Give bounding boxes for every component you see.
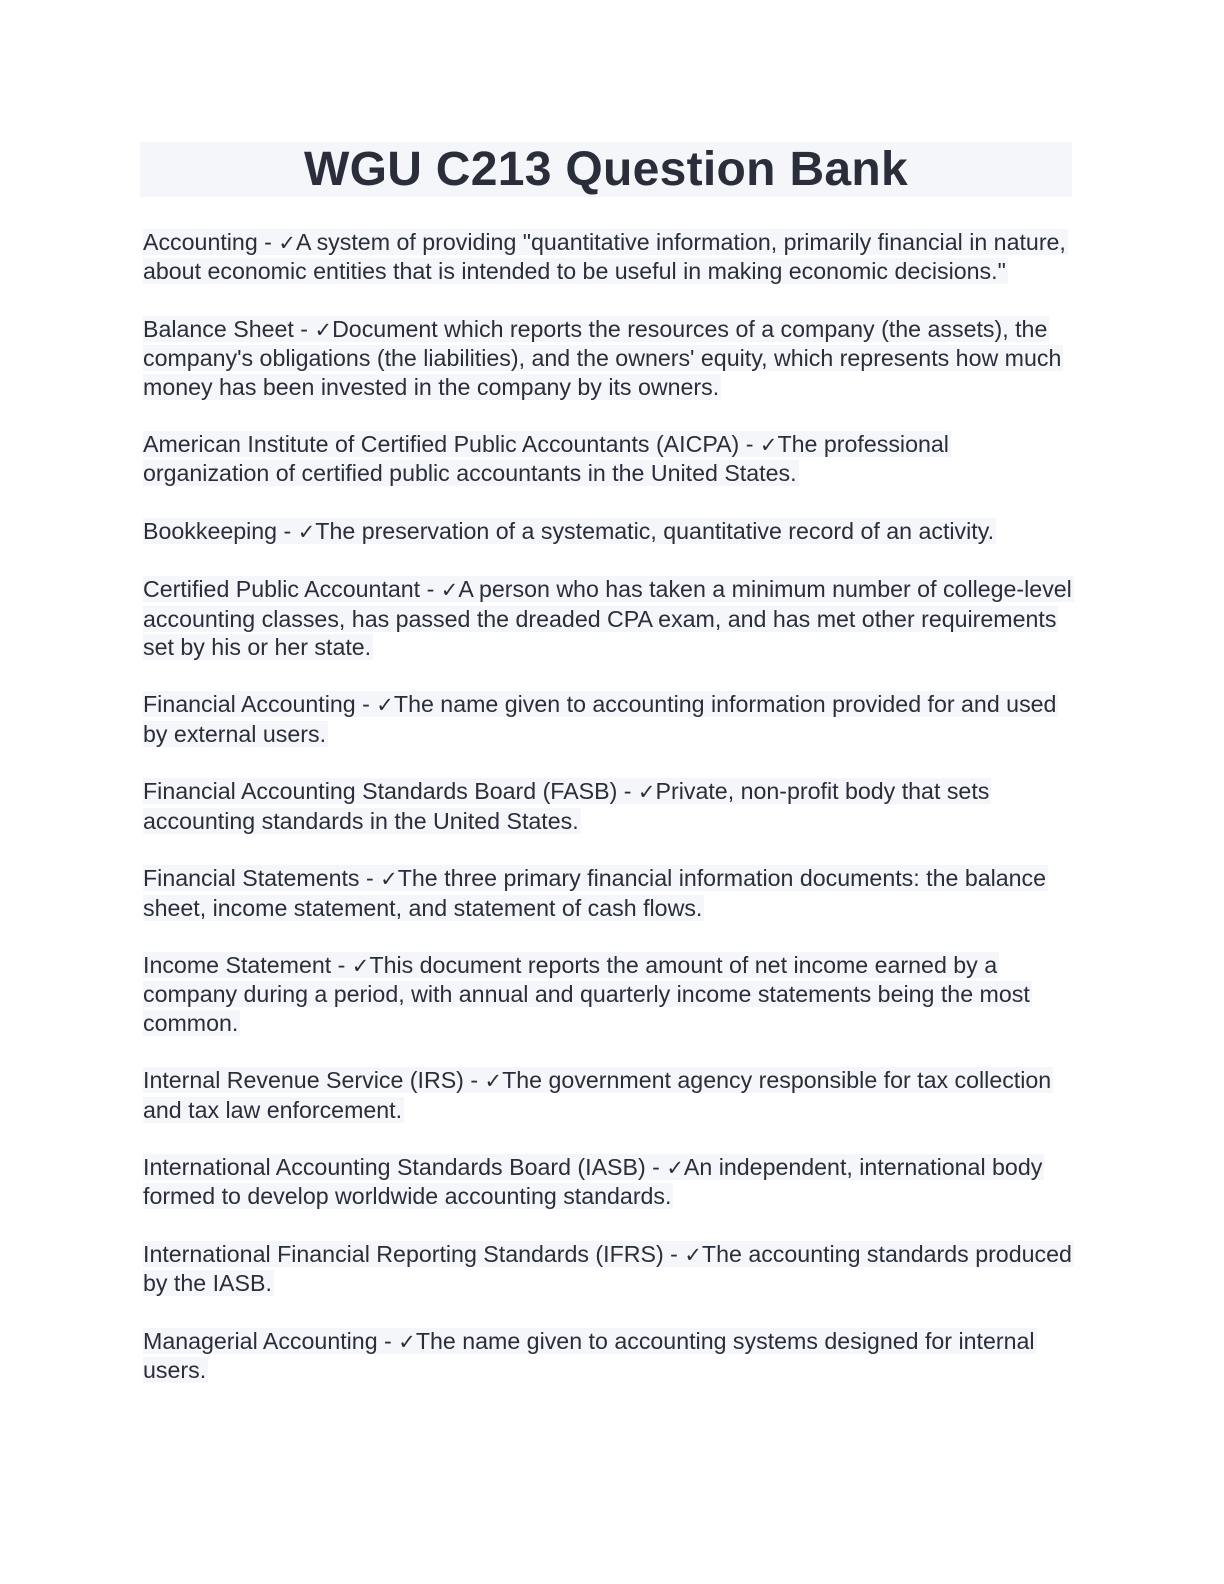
checkmark-icon: ✓ [684,1242,702,1267]
glossary-entry [143,864,1072,922]
entry-highlight [143,576,1074,660]
entry-highlight [143,778,991,833]
checkmark-icon: ✓ [376,693,394,718]
glossary-entry [143,575,1072,661]
entry-definition: The government agency responsible for tax collection and tax law enforcement. [143,1067,1052,1123]
entry-term: Financial Accounting Standards Board (FASB) [143,778,618,805]
entry-highlight [143,1328,1037,1383]
entry-highlight [143,229,1068,284]
title-banner [140,142,1072,197]
entry-separator: - [355,691,377,718]
entry-definition: A system of providing "quantitative information, primarily financial in nature, about economic entities that is intended to be useful in making economic decisions." [143,229,1066,285]
entry-definition: A person who has taken a minimum number of college-level accounting classes, has passed the dreaded CPA exam, and has met other requirements set by his or her state. [143,576,1072,661]
entry-separator: - [257,229,279,255]
entry-definition: The name given to accounting information provided for and used by external users. [143,691,1057,747]
glossary-entry [143,517,1072,546]
glossary-entry [143,315,1072,401]
entry-highlight [143,1241,1074,1296]
document-page [140,142,1072,1413]
entry-highlight [143,1154,1044,1209]
checkmark-icon: ✓ [440,578,459,603]
entry-term: Financial Accounting [143,691,356,718]
checkmark-icon: ✓ [666,1155,684,1180]
entry-definition: Private, non-profit body that sets accounting standards in the United States. [143,778,990,834]
entry-term: International Accounting Standards Board (IASB) [143,1153,646,1180]
entry-definition: The name given to accounting systems designed for internal users. [143,1327,1035,1383]
checkmark-icon: ✓ [759,433,778,458]
checkmark-icon: ✓ [314,317,333,342]
entry-definition: The three primary financial information documents: the balance sheet, income statement, and statement of cash flows. [143,865,1047,921]
entry-term: Internal Revenue Service (IRS) [143,1067,464,1094]
entry-definition: This document reports the amount of net income earned by a company during a period, with annual and quarterly income statements being the most common. [143,951,1030,1036]
entry-highlight [143,865,1048,920]
entry-term: Financial Statements [143,865,360,892]
entry-separator: - [463,1067,485,1094]
entry-definition: The preservation of a systematic, quantitative record of an activity. [315,517,995,544]
entry-term: Accounting [143,229,258,255]
page-title: WGU C213 Question Bank [303,143,909,196]
entry-separator: - [663,1240,685,1267]
checkmark-icon: ✓ [484,1069,503,1094]
entry-highlight [143,518,996,544]
glossary-entry [143,1153,1072,1211]
entry-highlight [143,431,951,486]
entry-term: Bookkeeping [143,517,278,544]
entry-separator: - [377,1327,399,1354]
checkmark-icon: ✓ [297,519,316,544]
glossary-list [140,228,1072,1384]
entry-definition: Document which reports the resources of a company (the assets), the company's obligations (the liabilities), and the owners' equity, which represents how much money has been invested in the company by its owners. [143,315,1062,400]
checkmark-icon: ✓ [351,953,370,978]
entry-highlight [143,316,1063,400]
entry-separator: - [617,778,638,805]
entry-highlight [143,691,1058,746]
checkmark-icon: ✓ [278,231,296,255]
entry-term: Income Statement [143,951,332,978]
entry-separator: - [739,431,760,458]
entry-separator: - [277,517,298,544]
entry-separator: - [359,865,381,892]
glossary-entry [143,1066,1072,1124]
glossary-entry [143,1327,1072,1385]
entry-term: Certified Public Accountant [143,576,421,603]
entry-term: Managerial Accounting [143,1327,378,1354]
entry-definition: An independent, international body formed to develop worldwide accounting standards. [143,1153,1043,1210]
entry-highlight [143,1067,1053,1122]
entry-term: Balance Sheet [143,315,294,342]
glossary-entry [143,777,1072,835]
checkmark-icon: ✓ [637,780,656,805]
entry-term: International Financial Reporting Standards (IFRS) [143,1240,664,1267]
entry-separator: - [645,1153,667,1180]
entry-separator: - [293,315,315,342]
glossary-entry [143,430,1072,488]
checkmark-icon: ✓ [398,1329,416,1354]
entry-definition: The accounting standards produced by the IASB. [143,1240,1072,1297]
entry-term: American Institute of Certified Public Accountants (AICPA) [143,431,740,458]
checkmark-icon: ✓ [380,867,398,892]
entry-separator: - [331,951,352,978]
glossary-entry [143,951,1072,1037]
entry-definition: The professional organization of certified public accountants in the United States. [143,431,949,487]
glossary-entry [143,1240,1072,1298]
entry-separator: - [420,576,441,603]
entry-highlight [143,952,1032,1036]
glossary-entry [143,228,1072,286]
glossary-entry [143,690,1072,748]
